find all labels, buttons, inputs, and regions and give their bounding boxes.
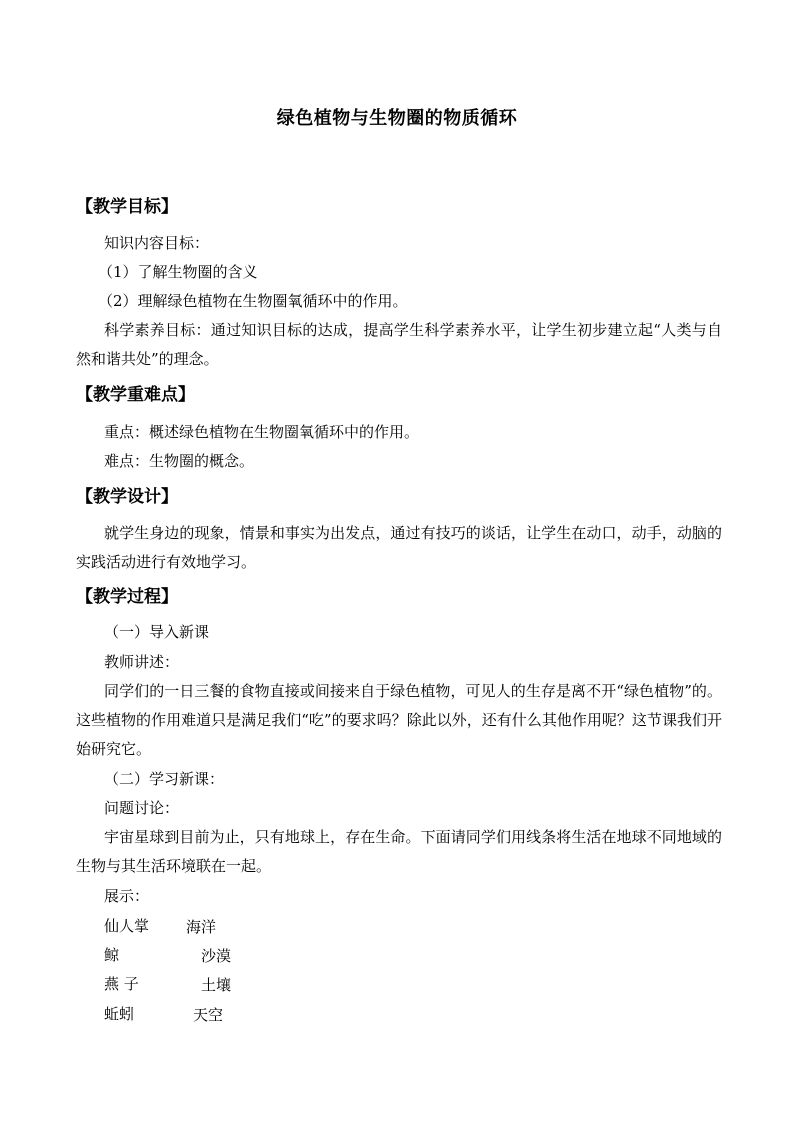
organism-item: 蚯蚓 <box>104 1005 135 1023</box>
discussion-text: 宇宙星球到目前为止，只有地球上，存在生命。下面请同学们用线条将生活在地球不同地域的生物与其生活环境联在一起。 <box>76 828 722 875</box>
show-label: 展示： <box>104 887 150 905</box>
objective-item-2: （2）理解绿色植物在生物圈氧循环中的作用。 <box>98 292 408 310</box>
knowledge-objective-label: 知识内容目标： <box>104 234 210 252</box>
section-heading-process: 【教学过程】 <box>76 587 178 607</box>
objective-item-1: （1）了解生物圈的含义 <box>98 263 258 281</box>
literacy-objective: 科学素养目标：通过知识目标的达成，提高学生科学素养水平，让学生初步建立起“人类与自然和谐共处”的理念。 <box>76 321 722 368</box>
organism-item: 仙人掌 <box>104 917 150 935</box>
habitat-item: 土壤 <box>201 976 232 994</box>
discussion-label: 问题讨论： <box>104 799 180 817</box>
document-title: 绿色植物与生物圈的物质循环 <box>276 108 518 129</box>
design-text: 就学生身边的现象，情景和事实为出发点，通过有技巧的谈话，让学生在动口，动手，动脑的实践活动进行有效地学习。 <box>76 524 722 571</box>
organism-item: 鲸 <box>104 946 120 964</box>
difficult-point: 难点：生物圈的概念。 <box>104 452 255 470</box>
section-heading-objectives: 【教学目标】 <box>76 197 178 217</box>
teacher-label: 教师讲述： <box>104 653 180 671</box>
process-part-1: （一）导入新课 <box>104 623 210 641</box>
habitat-item: 海洋 <box>186 918 217 936</box>
teacher-text: 同学们的一日三餐的食物直接或间接来自于绿色植物，可见人的生存是离不开“绿色植物”的。这些植物的作用难道只是满足我们“吃”的要求吗？除此以外，还有什么其他作用呢？这节课我们开始研究它。 <box>76 682 722 758</box>
organism-item: 燕 子 <box>104 975 139 993</box>
section-heading-key-points: 【教学重难点】 <box>76 385 195 405</box>
key-point: 重点：概述绿色植物在生物圈氧循环中的作用。 <box>104 423 420 441</box>
section-heading-design: 【教学设计】 <box>76 487 178 507</box>
habitat-item: 天空 <box>193 1006 224 1024</box>
habitat-item: 沙漠 <box>201 947 232 965</box>
process-part-2: （二）学习新课： <box>104 770 225 788</box>
